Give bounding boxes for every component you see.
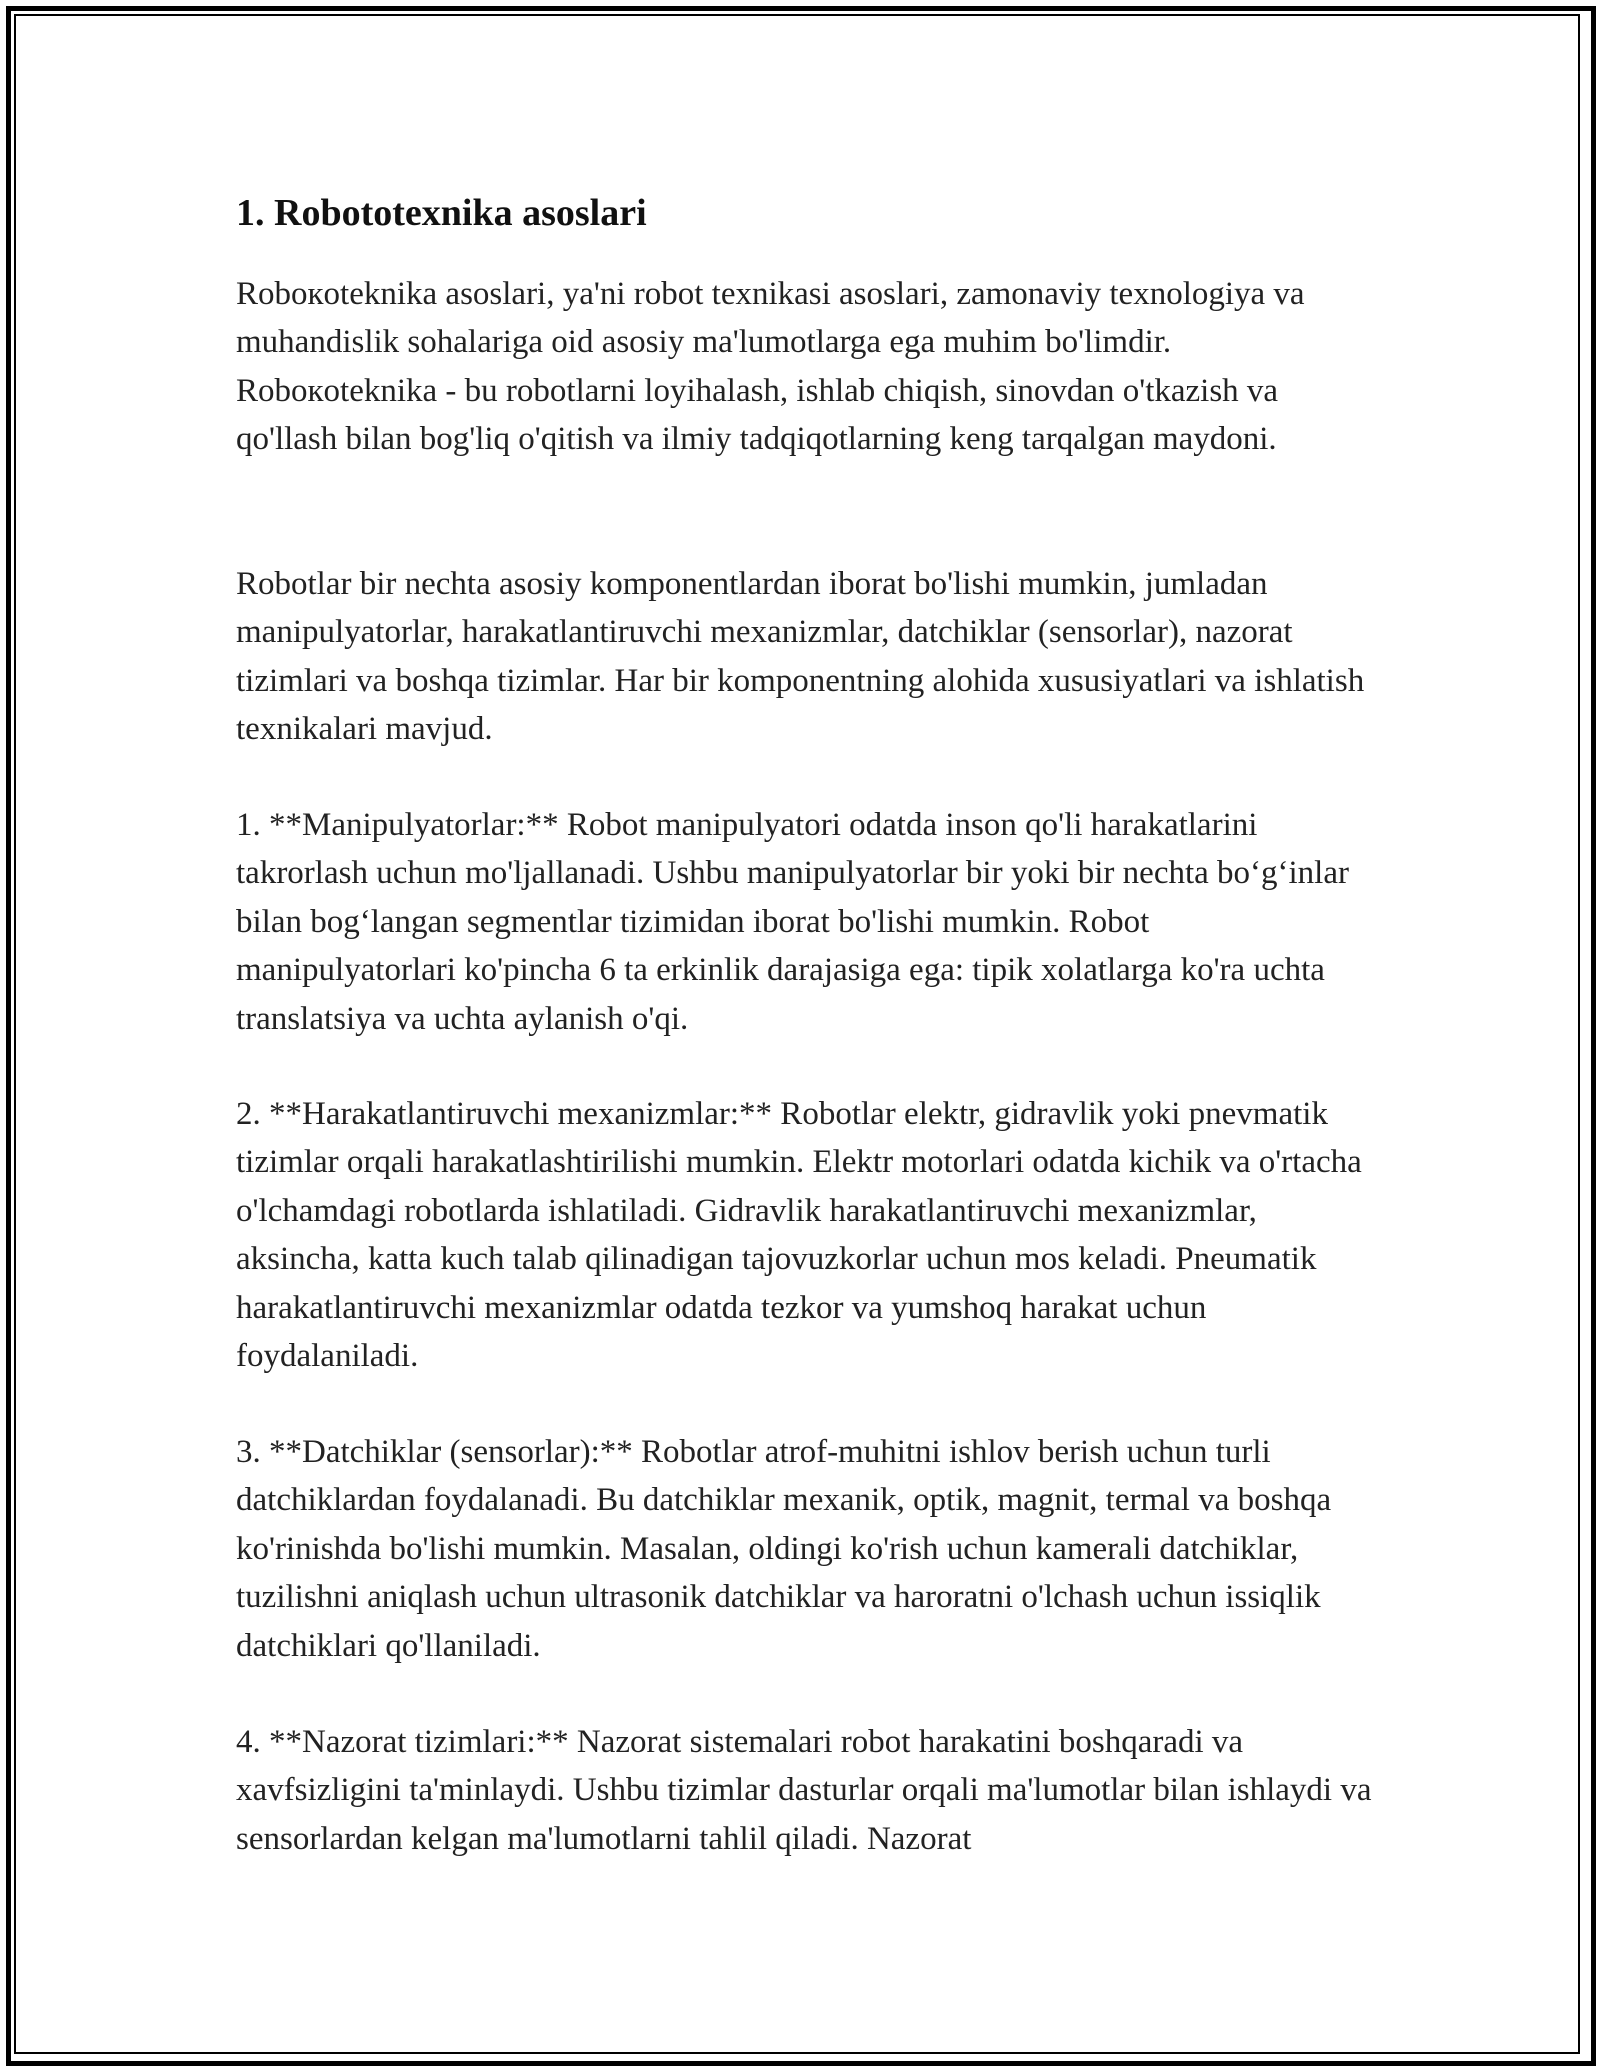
paragraph-manipulators: 1. **Manipulyatorlar:** Robot manipulyatori odatda inson qo'li harakatlarini takrorlash uchun mo'ljallanadi. Ushbu manipulyatorlar bir yoki bir nechta bo‘g‘inlar bilan bog‘langan segmentlar tizimidan iborat bo'lishi mumkin. Robot manipulyatorlari ko'pincha 6 ta erkinlik darajasiga ega: tipik xolatlarga ko'ra uchta translatsiya va uchta aylanish o'qi. (236, 807, 1349, 1037)
paragraph-actuators: 2. **Harakatlantiruvchi mexanizmlar:** Robotlar elektr, gidravlik yoki pnevmatik tizimlar orqali harakatlashtirilishi mumkin. Elektr motorlari odatda kichik va o'rtacha o'lchamdagi robotlarda ishlatiladi. Gidravlik harakatlantiruvchi mexanizmlar, aksincha, katta kuch talab qilinadigan tajovuzkorlar uchun mos keladi. Pneumatik harakatlantiruvchi mexanizmlar odatda tezkor va yumshoq harakat uchun foydalaniladi. (236, 1096, 1362, 1375)
paragraph-control-systems: 4. **Nazorat tizimlari:** Nazorat sistemalari robot harakatini boshqaradi va xavfsizligini ta'minlaydi. Ushbu tizimlar dasturlar orqali ma'lumotlar bilan ishlaydi va sensorlardan kelgan ma'lumotlarni tahlil qiladi. Nazorat (236, 1724, 1372, 1857)
section-heading: 1. Robototexnika asoslari (236, 192, 647, 234)
paragraph-intro: Roboкoteknika asoslari, ya'ni robot texnikasi asoslari, zamonaviy texnologiya va muhandislik sohalariga oid asosiy ma'lumotlarga ega muhim bo'limdir. Roboкoteknika - bu robotlarni loyihalash, ishlab chiqish, sinovdan o'tkazish va qo'llash bilan bog'liq o'qitish va ilmiy tadqiqotlarning keng tarqalgan maydoni. (236, 276, 1305, 458)
paragraph-components: Robotlar bir nechta asosiy komponentlardan iborat bo'lishi mumkin, jumladan manipulyatorlar, harakatlantiruvchi mexanizmlar, datchiklar (sensorlar), nazorat tizimlari va boshqa tizimlar. Har bir komponentning alohida xususiyatlari va ishlatish texnikalari mavjud. (236, 566, 1365, 748)
paragraph-sensors: 3. **Datchiklar (sensorlar):** Robotlar atrof-muhitni ishlov berish uchun turli datchiklardan foydalanadi. Bu datchiklar mexanik, optik, magnit, termal va boshqa ko'rinishda bo'lishi mumkin. Masalan, oldingi ko'rish uchun kamerali datchiklar, tuzilishni aniqlash uchun ultrasonik datchiklar va haroratni o'lchash uchun issiqlik datchiklari qo'llaniladi. (236, 1434, 1332, 1664)
